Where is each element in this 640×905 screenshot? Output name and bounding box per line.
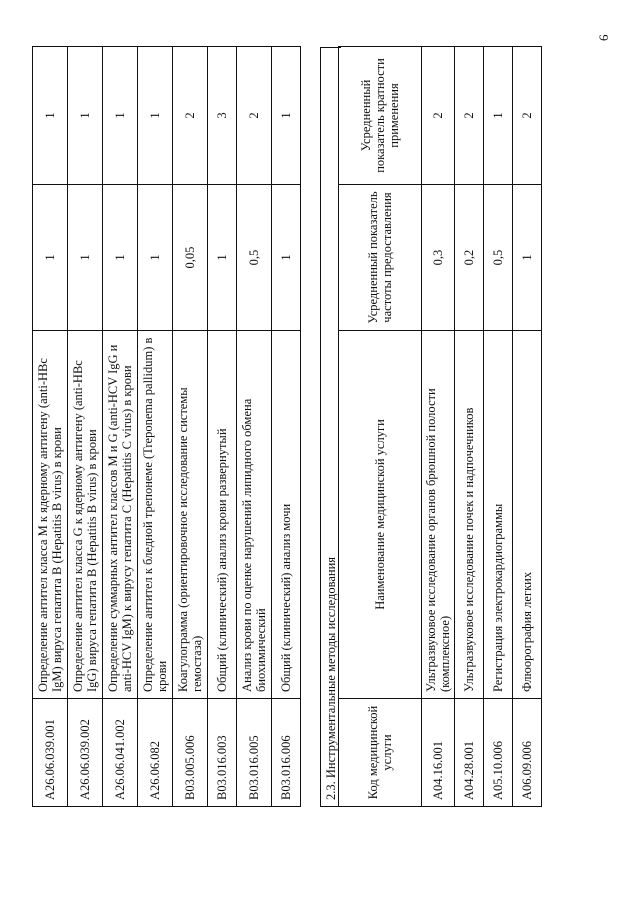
column-header-code: Код медицинской услуги: [339, 699, 422, 807]
table-row: [237, 47, 272, 807]
table-row: [422, 47, 455, 807]
table-row: [173, 47, 208, 807]
multiplicity-value: 2: [513, 47, 542, 185]
service-code: B03.016.005: [237, 699, 272, 807]
multiplicity-value: 1: [272, 47, 301, 185]
service-name: Флюорография легких: [513, 331, 542, 699]
table-row: [68, 47, 103, 807]
frequency-value: 0,05: [173, 185, 208, 331]
service-name: Анализ крови по оценке нарушений липидного обмена биохимический: [237, 331, 272, 699]
multiplicity-value: 1: [68, 47, 103, 185]
frequency-value: 1: [33, 185, 68, 331]
frequency-value: 0,5: [237, 185, 272, 331]
column-header-name: Наименование медицинской услуги: [339, 331, 422, 699]
service-code: B03.005.006: [173, 699, 208, 807]
frequency-value: 0,3: [422, 185, 455, 331]
multiplicity-value: 2: [422, 47, 455, 185]
column-header-multiplicity: Усредненный показатель кратности применения: [339, 47, 422, 185]
service-name: Регистрация электрокардиограммы: [484, 331, 513, 699]
table-row: [455, 47, 484, 807]
table-row: [513, 47, 542, 807]
service-name: Ультразвуковое исследование почек и надпочечников: [455, 331, 484, 699]
service-name: Коагулограмма (ориентировочное исследование системы гемостаза): [173, 331, 208, 699]
service-code: B03.016.006: [272, 699, 301, 807]
table-header-row: [339, 47, 422, 807]
service-code: A05.10.006: [484, 699, 513, 807]
frequency-value: 1: [68, 185, 103, 331]
multiplicity-value: 2: [173, 47, 208, 185]
service-code: A04.28.001: [455, 699, 484, 807]
service-name: Определение суммарных антител классов M и G (anti-HCV IgG и anti-HCV IgM) к вирусу гепатита C (Hepatitis C virus) в крови: [103, 331, 138, 699]
page-number: 6: [596, 34, 611, 41]
column-header-frequency: Усредненный показатель частоты предоставления: [339, 185, 422, 331]
service-code: A26.06.039.001: [33, 699, 68, 807]
multiplicity-value: 2: [455, 47, 484, 185]
table-row: [208, 47, 237, 807]
multiplicity-value: 3: [208, 47, 237, 185]
multiplicity-value: 1: [138, 47, 173, 185]
frequency-value: 1: [103, 185, 138, 331]
table-row: [138, 47, 173, 807]
service-name: Определение антител класса M к ядерному антигену (anti-HBc IgM) вируса гепатита B (Hepatitis B virus) в крови: [33, 331, 68, 699]
frequency-value: 0,2: [455, 185, 484, 331]
service-code: A26.06.041.002: [103, 699, 138, 807]
multiplicity-value: 2: [237, 47, 272, 185]
service-code: A04.16.001: [422, 699, 455, 807]
service-name: Ультразвуковое исследование органов брюшной полости (комплексное): [422, 331, 455, 699]
service-name: Определение антител к бледной трепонеме (Treponema pallidum) в крови: [138, 331, 173, 699]
service-name: Общий (клинический) анализ мочи: [272, 331, 301, 699]
lab-tests-table: [32, 46, 301, 807]
frequency-value: 1: [208, 185, 237, 331]
multiplicity-value: 1: [484, 47, 513, 185]
frequency-value: 1: [138, 185, 173, 331]
instrumental-table: [338, 46, 542, 807]
service-code: A06.09.006: [513, 699, 542, 807]
service-name: Общий (клинический) анализ крови развернутый: [208, 331, 237, 699]
frequency-value: 1: [513, 185, 542, 331]
service-code: B03.016.003: [208, 699, 237, 807]
section-title: 2.3. Инструментальные методы исследования: [320, 47, 341, 807]
frequency-value: 1: [272, 185, 301, 331]
service-name: Определение антител класса G к ядерному антигену (anti-HBc IgG) вируса гепатита B (Hepatitis B virus) в крови: [68, 331, 103, 699]
table-row: [484, 47, 513, 807]
service-code: A26.06.082: [138, 699, 173, 807]
table-row: [272, 47, 301, 807]
table-row: [33, 47, 68, 807]
multiplicity-value: 1: [103, 47, 138, 185]
multiplicity-value: 1: [33, 47, 68, 185]
frequency-value: 0,5: [484, 185, 513, 331]
table-row: [103, 47, 138, 807]
service-code: A26.06.039.002: [68, 699, 103, 807]
